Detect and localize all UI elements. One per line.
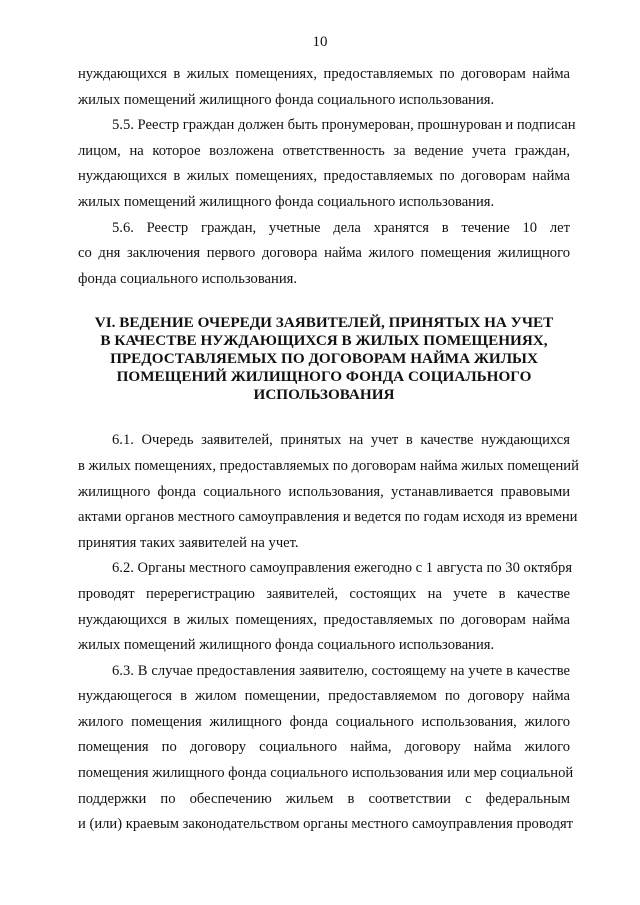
text-line: и (или) краевым законодательством органы местного самоуправления проводят [78, 816, 574, 833]
text-line: 6.1. Очередь заявителей, принятых на учет в качестве нуждающихся [112, 432, 570, 449]
text-line: нуждающихся в жилых помещениях, предоставляемых по договорам найма [78, 66, 570, 82]
text-line: помещения жилищного фонда социального использования или мер социальной [78, 765, 574, 782]
text-line: 6.2. Органы местного самоуправления ежегодно с 1 августа по 30 октября [112, 560, 573, 577]
heading-line: VI. ВЕДЕНИЕ ОЧЕРЕДИ ЗАЯВИТЕЛЕЙ, ПРИНЯТЫХ НА УЧЕТ [94, 314, 554, 332]
text-line: актами органов местного самоуправления и ведется по годам исходя из времени [78, 509, 578, 526]
text-line: фонда социального использования. [78, 270, 297, 287]
document-body [78, 62, 579, 838]
paragraph-5-6 [78, 216, 570, 293]
text-line: жилых помещений жилищного фонда социального использования. [78, 91, 495, 108]
paragraph-5-5 [78, 113, 576, 215]
text-line: проводят перерегистрацию заявителей, состоящих на учете в качестве [78, 585, 570, 602]
paragraph-6-2 [78, 556, 573, 658]
text-line: жилых помещений жилищного фонда социального использования. [78, 193, 495, 210]
text-line: жилищного фонда социального использования, устанавливается правовыми [78, 483, 570, 500]
paragraph-continuation [78, 62, 570, 113]
text-line: нуждающихся в жилых помещениях, предоставляемых по договорам найма [78, 611, 570, 628]
text-line: жилого помещения жилищного фонда социального использования, жилого [78, 713, 570, 730]
text-line: 5.6. Реестр граждан, учетные дела хранятся в течение 10 лет [112, 219, 570, 236]
text-line: нуждающихся в жилых помещениях, предоставляемых по договорам найма [78, 168, 570, 185]
heading-line: ИСПОЛЬЗОВАНИЯ [253, 386, 395, 404]
text-line: лицом, на которое возложена ответственность за ведение учета граждан, [78, 142, 570, 159]
text-line: помещения по договору социального найма, договору найма жилого [78, 739, 570, 756]
heading-line: В КАЧЕСТВЕ НУЖДАЮЩИХСЯ В ЖИЛЫХ ПОМЕЩЕНИЯХ, [100, 332, 548, 350]
paragraph-6-3 [78, 659, 574, 838]
text-line: нуждающегося в жилом помещении, предоставляемом по договору найма [78, 688, 570, 705]
text-line: принятия таких заявителей на учет. [78, 534, 299, 551]
section-heading [78, 314, 570, 404]
heading-line: ПРЕДОСТАВЛЯЕМЫХ ПО ДОГОВОРАМ НАЙМА ЖИЛЫХ [110, 350, 538, 368]
text-line: в жилых помещениях, предоставляемых по договорам найма жилых помещений [78, 457, 579, 474]
text-line: 5.5. Реестр граждан должен быть пронумерован, прошнурован и подписан [112, 117, 576, 134]
text-line: со дня заключения первого договора найма жилого помещения жилищного [78, 245, 570, 262]
text-line: поддержки по обеспечению жильем в соответствии с федеральным [78, 790, 570, 807]
text-line: жилых помещений жилищного фонда социального использования. [78, 637, 495, 654]
paragraph-6-1 [78, 428, 579, 556]
heading-line: ПОМЕЩЕНИЙ ЖИЛИЩНОГО ФОНДА СОЦИАЛЬНОГО [116, 368, 532, 386]
page-number: 10 [312, 34, 328, 50]
text-line: 6.3. В случае предоставления заявителю, состоящему на учете в качестве [112, 662, 570, 679]
